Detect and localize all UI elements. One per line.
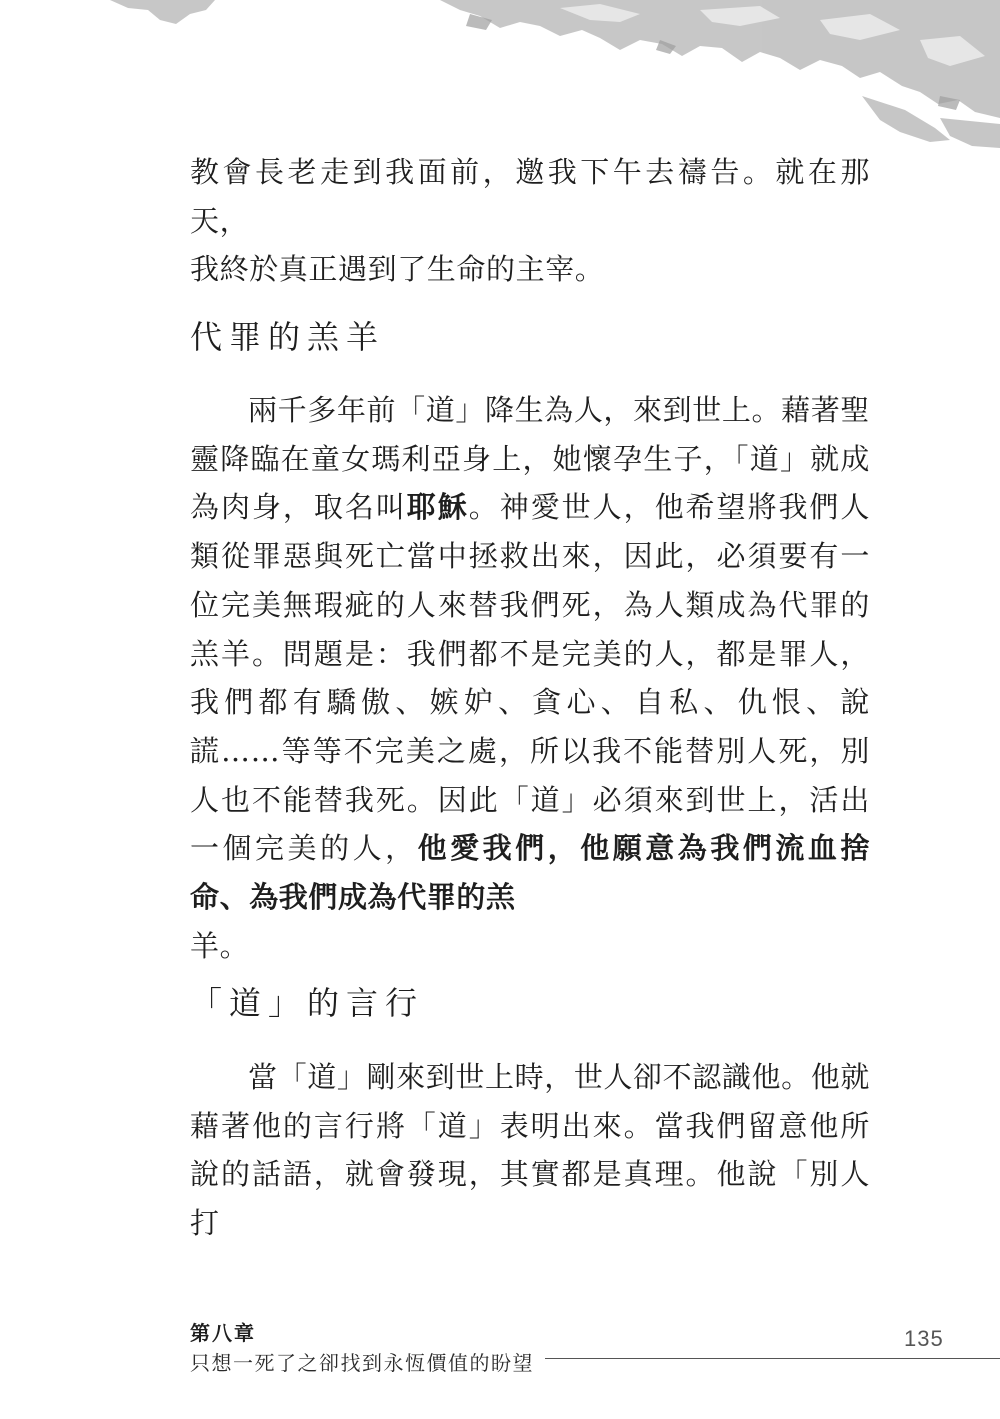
intro-line-1: 教會長老走到我面前，邀我下午去禱告。就在那天， — [190, 155, 870, 238]
footer-chapter-label: 第八章 — [190, 1321, 256, 1345]
section-heading-words-deeds: 「道」的言行 — [190, 984, 425, 1022]
section1-tail: 羊。 — [190, 928, 250, 963]
section1-bold-statement: 他愛我們，他願意為我們流血捨命、為我們成為代罪的羔 — [190, 831, 870, 915]
section1-text-b: 。神愛世人，他希望將我們人類從罪惡與死亡當中拯救出來，因此，必須要有一位完美無瑕疵的人來替我們死，為人類成為代罪的羔羊。問題是：我們都不是完美的人，都是罪人，我們都有驕傲、嫉妒、貪心、自私、仇恨、說謊……等等不完美之處，所以我不能替別人死，別人也不能替我死。因此「道」必須來到世上，活出一個完美的人， — [190, 490, 870, 866]
footer-divider — [545, 1358, 1000, 1359]
section-heading-scapegoat: 代罪的羔羊 — [190, 318, 386, 356]
section1-text-a: 兩千多年前「道」降生為人，來到世上。藉著聖靈降臨在童女瑪利亞身上，她懷孕生子，「道」就成為肉身，取名叫 — [190, 393, 870, 525]
intro-line-2: 我終於真正遇到了生命的主宰。 — [190, 252, 605, 287]
intro-paragraph — [190, 148, 870, 294]
section2-paragraph: 當「道」剛來到世上時，世人卻不認識他。他就藉著他的言行將「道」表明出來。當我們留意他所說的話語，就會發現，其實都是真理。他說「別人打 — [190, 1060, 870, 1241]
section2-body — [190, 1053, 870, 1248]
ink-wash-decoration — [0, 0, 1000, 160]
jesus-name-bold: 耶穌 — [406, 490, 469, 525]
section1-paragraph — [190, 386, 870, 970]
section1-body — [190, 386, 870, 970]
footer-chapter-subtitle: 只想一死了之卻找到永恆價值的盼望 — [190, 1351, 534, 1375]
page-number: 135 — [904, 1326, 944, 1351]
